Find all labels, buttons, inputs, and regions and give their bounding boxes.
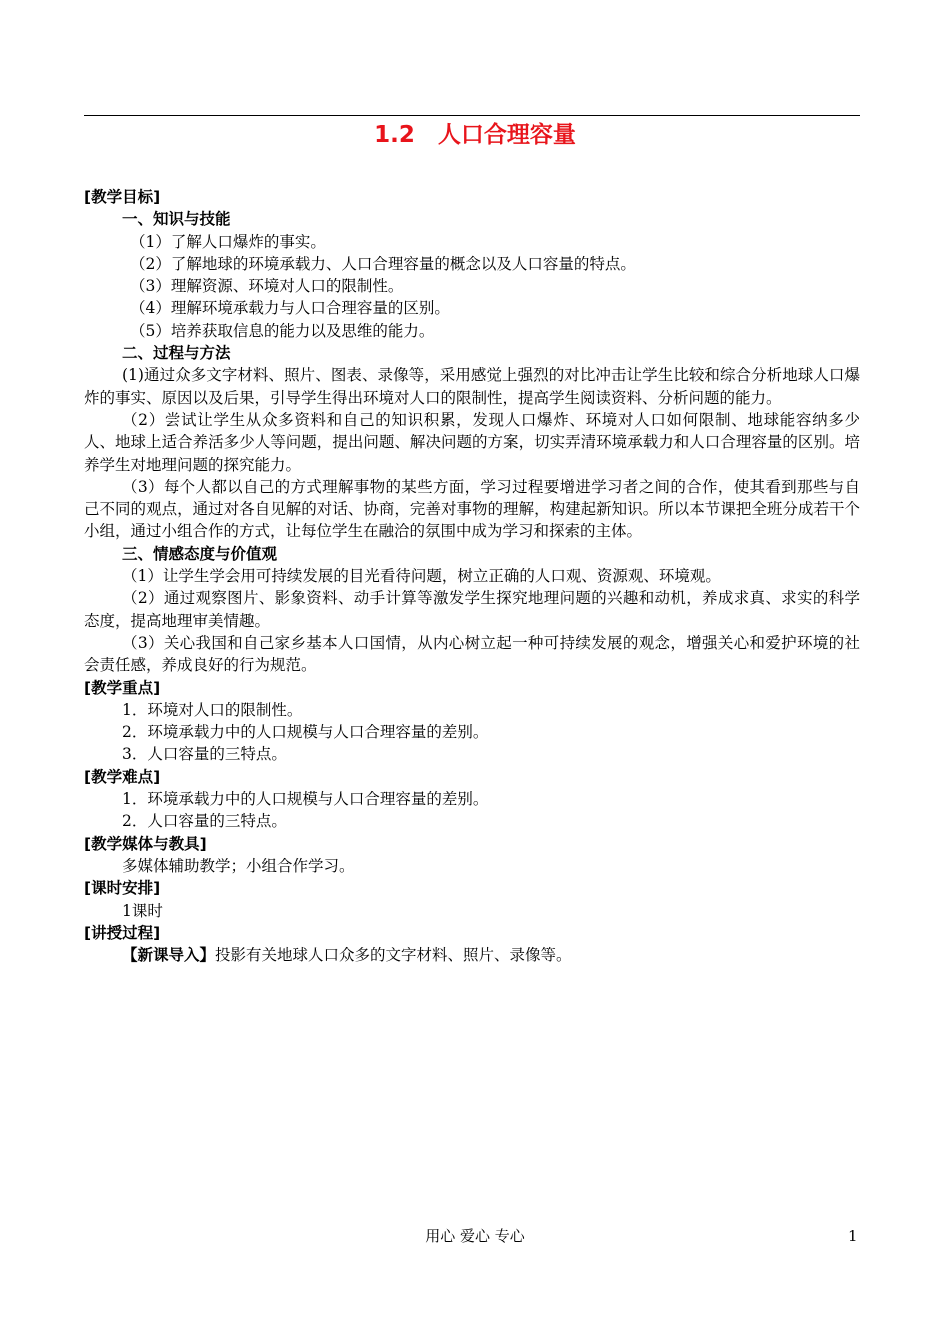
emotion-paragraph-2: （2）通过观察图片、影象资料、动手计算等激发学生探究地理问题的兴趣和动机，养成求真、求实的科学态度，提高地理审美情趣。 <box>84 589 860 630</box>
process-method-heading: 二、过程与方法 <box>122 344 231 363</box>
key-points-heading: [教学重点] <box>84 678 161 697</box>
process-paragraph-2: （2）尝试让学生从众多资料和自己的知识积累，发现人口爆炸、环境对人口如何限制、地球能容纳多少人、地球上适合养活多少人等问题，提出问题、解决问题的方案，切实弄清环境承载力和人口合理容量的区别。培养学生对地理问题的探究能力。 <box>84 410 860 474</box>
difficulty-2: 2．人口容量的三特点。 <box>122 812 287 831</box>
document-body <box>84 186 860 966</box>
knowledge-item-5: （5）培养获取信息的能力以及思维的能力。 <box>130 321 435 340</box>
document-title: 1.2 人口合理容量 <box>374 122 576 148</box>
emotion-paragraph-1: （1）让学生学会用可持续发展的目光看待问题，树立正确的人口观、资源观、环境观。 <box>122 567 721 586</box>
new-lesson-intro-label: 【新课导入】 <box>122 946 216 965</box>
schedule-heading: [课时安排] <box>84 879 161 898</box>
knowledge-item-4: （4）理解环境承载力与人口合理容量的区别。 <box>130 299 450 318</box>
knowledge-item-2: （2）了解地球的环境承载力、人口合理容量的概念以及人口容量的特点。 <box>130 254 636 273</box>
new-lesson-intro-text: 投影有关地球人口众多的文字材料、照片、录像等。 <box>215 946 572 965</box>
teaching-process-heading: [讲授过程] <box>84 923 161 942</box>
emotion-heading: 三、情感态度与价值观 <box>122 544 278 563</box>
key-point-2: 2．环境承载力中的人口规模与人口合理容量的差别。 <box>122 723 489 742</box>
header-rule <box>84 115 860 116</box>
key-point-1: 1．环境对人口的限制性。 <box>122 700 303 719</box>
objectives-heading: [教学目标] <box>84 188 161 206</box>
process-paragraph-3: （3）每个人都以自己的方式理解事物的某些方面，学习过程要增进学习者之间的合作，使其看到那些与自己不同的观点，通过对各自见解的对话、协商，完善对事物的理解，构建起新知识。所以本节课把全班分成若干个小组，通过小组合作的方式，让每位学生在融洽的氛围中成为学习和探索的主体。 <box>84 477 860 541</box>
schedule-text: 1课时 <box>122 901 163 920</box>
knowledge-heading: 一、知识与技能 <box>122 210 231 229</box>
media-heading: [教学媒体与教具] <box>84 834 207 853</box>
media-text: 多媒体辅助教学；小组合作学习。 <box>122 856 355 875</box>
new-lesson-intro <box>84 944 860 966</box>
emotion-paragraph-3: （3）关心我国和自己家乡基本人口国情，从内心树立起一种可持续发展的观念，增强关心和爱护环境的社会责任感，养成良好的行为规范。 <box>84 633 860 675</box>
process-paragraph-1: (1)通过众多文字材料、照片、图表、录像等，采用感觉上强烈的对比冲击让学生比较和综合分析地球人口爆炸的事实、原因以及后果，引导学生得出环境对人口的限制性，提高学生阅读资料、分析问题的能力。 <box>84 366 860 407</box>
key-point-3: 3．人口容量的三特点。 <box>122 745 287 764</box>
difficulty-1: 1．环境承载力中的人口规模与人口合理容量的差别。 <box>122 790 489 809</box>
knowledge-item-3: （3）理解资源、环境对人口的限制性。 <box>130 277 404 296</box>
footer-motto: 用心 爱心 专心 <box>425 1227 525 1245</box>
knowledge-item-1: （1）了解人口爆炸的事实。 <box>130 232 326 251</box>
page-number: 1 <box>848 1227 858 1245</box>
difficulties-heading: [教学难点] <box>84 767 161 786</box>
